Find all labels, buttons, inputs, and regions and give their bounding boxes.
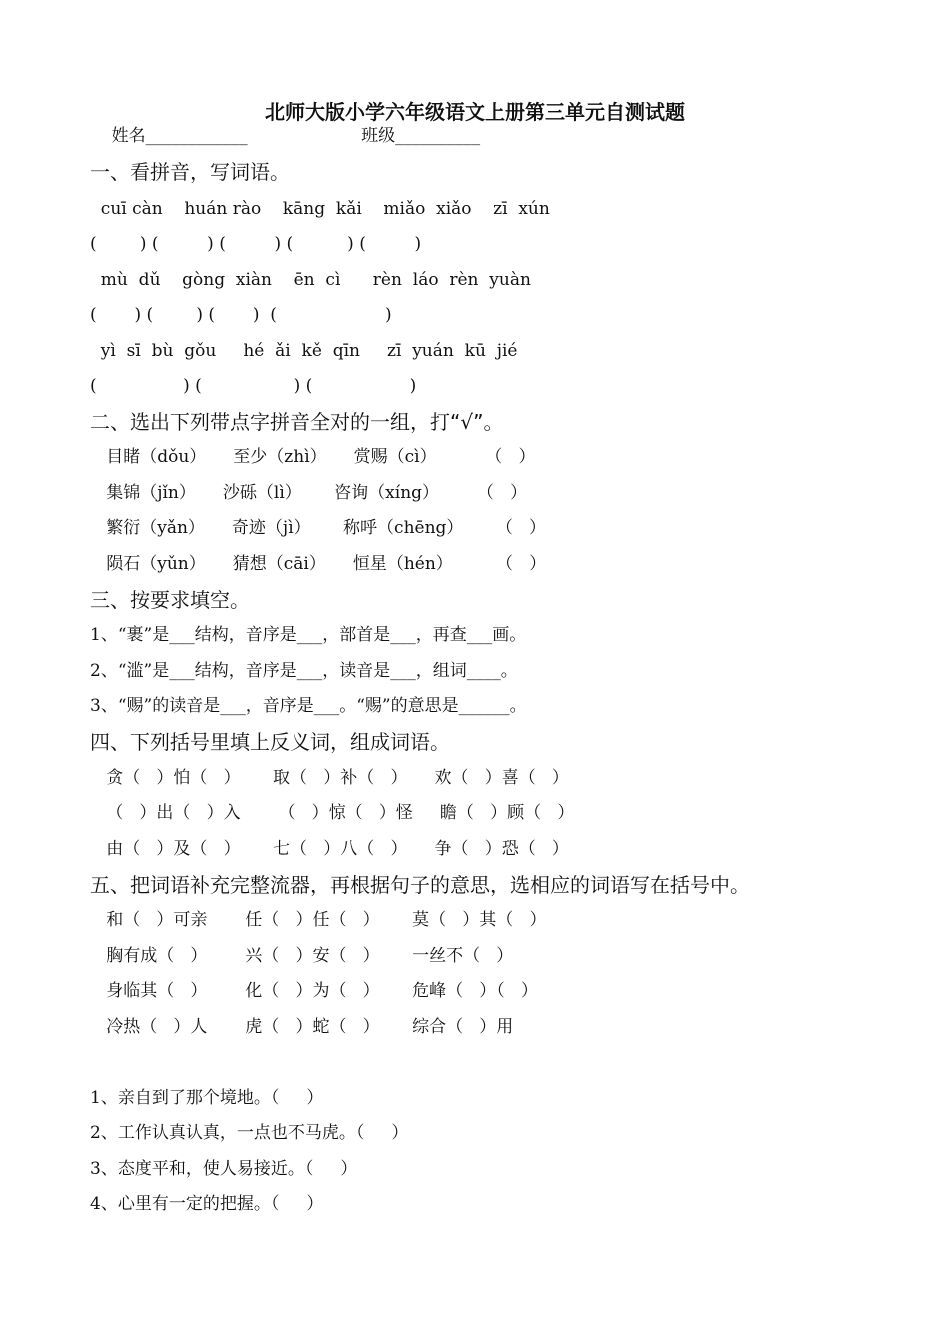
question-item: 2、工作认真认真，一点也不马虎。（ ）: [90, 1123, 409, 1143]
section-1-heading: 一、看拼音，写词语。: [90, 160, 290, 184]
choice-row: 集锦（jǐn） 沙砾（lì） 咨询（xíng） （ ）: [90, 483, 528, 503]
fill-in-item: 3、“赐”的读音是___，音序是___。“赐”的意思是______。: [90, 696, 527, 716]
idiom-row: 身临其（ ） 化（ ）为（ ） 危峰（ ）（ ）: [90, 981, 539, 1001]
idiom-row: 胸有成（ ） 兴（ ）安（ ） 一丝不（ ）: [90, 946, 514, 966]
name-class-line: 姓名____________ 班级__________: [90, 126, 481, 146]
answer-brackets-line: ( ) ( ) ( ) ( ): [90, 305, 392, 325]
section-3-heading: 三、按要求填空。: [90, 588, 250, 612]
fill-in-item: 1、“裹”是___结构，音序是___，部首是___，再查___画。: [90, 625, 527, 645]
page-title: 北师大版小学六年级语文上册第三单元自测试题: [265, 100, 685, 124]
section-4-heading: 四、下列括号里填上反义词，组成词语。: [90, 730, 450, 754]
question-item: 3、态度平和，使人易接近。（ ）: [90, 1159, 358, 1179]
antonym-row: 贪（ ）怕（ ） 取（ ）补（ ） 欢（ ）喜（ ）: [90, 768, 569, 788]
question-item: 1、亲自到了那个境地。（ ）: [90, 1088, 324, 1108]
choice-row: 目睹（dǒu） 至少（zhì） 赏赐（cì） （ ）: [90, 447, 536, 467]
choice-row: 繁衍（yǎn） 奇迹（jì） 称呼（chēng） （ ）: [90, 518, 547, 538]
choice-row: 陨石（yǔn） 猜想（cāi） 恒星（hén） （ ）: [90, 554, 547, 574]
question-item: 4、心里有一定的把握。（ ）: [90, 1194, 324, 1214]
idiom-row: 和（ ）可亲 任（ ）任（ ） 莫（ ）其（ ）: [90, 910, 547, 930]
section-2-heading: 二、选出下列带点字拼音全对的一组，打“√”。: [90, 410, 504, 434]
antonym-row: 由（ ）及（ ） 七（ ）八（ ） 争（ ）恐（ ）: [90, 839, 569, 859]
pinyin-line: mù dǔ gòng xiàn ēn cì rèn láo rèn yuàn: [90, 270, 531, 290]
antonym-row: （ ）出（ ）入 （ ）惊（ ）怪 瞻（ ）顾（ ）: [90, 803, 575, 823]
fill-in-item: 2、“滥”是___结构，音序是___，读音是___，组词____。: [90, 661, 518, 681]
pinyin-line: cuī càn huán rào kāng kǎi miǎo xiǎo zī xún: [90, 199, 550, 219]
answer-brackets-line: ( ) ( ) ( ): [90, 376, 417, 396]
idiom-row: 冷热（ ）人 虎（ ）蛇（ ） 综合（ ）用: [90, 1017, 514, 1037]
answer-brackets-line: ( ) ( ) ( ) ( ) ( ): [90, 234, 422, 254]
section-5-heading: 五、把词语补充完整流器，再根据句子的意思，选相应的词语写在括号中。: [90, 873, 750, 897]
pinyin-line: yì sī bù gǒu hé ǎi kě qīn zī yuán kū jié: [90, 341, 518, 361]
